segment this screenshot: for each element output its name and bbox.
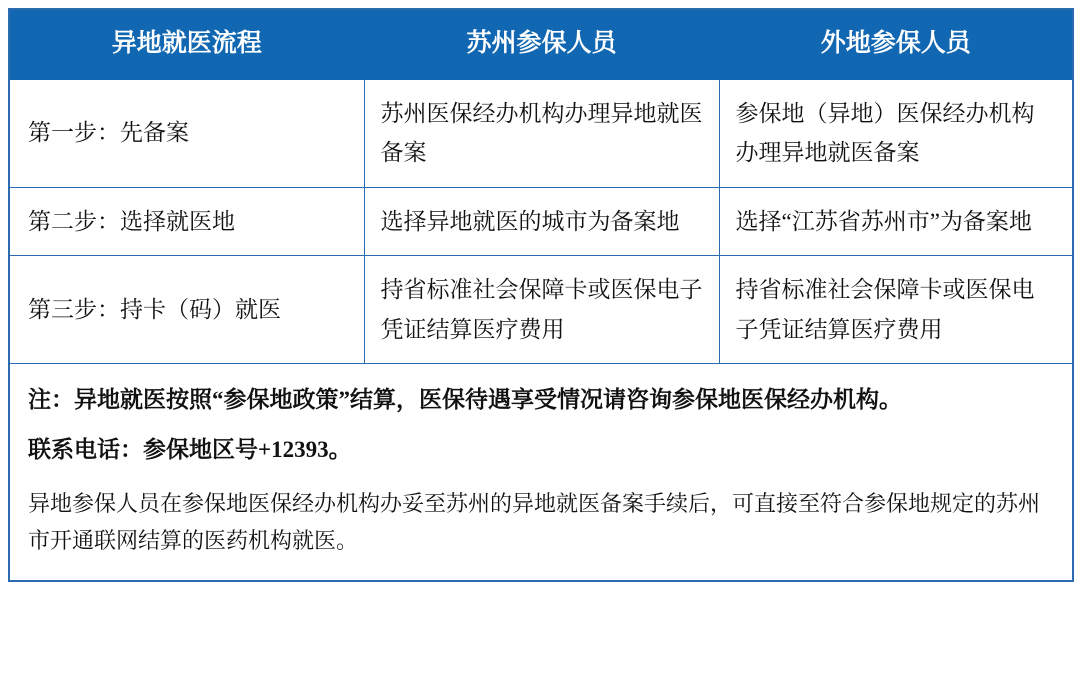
column-header-suzhou-insured: 苏州参保人员 — [364, 9, 719, 79]
note-line-detail: 异地参保人员在参保地医保经办机构办妥至苏州的异地就医备案手续后，可直接至符合参保地规定的苏州市开通联网结算的医药机构就医。 — [28, 490, 1041, 554]
suzhou-detail-3: 持省标准社会保障卡或医保电子凭证结算医疗费用 — [364, 256, 719, 364]
table-row — [9, 187, 1073, 256]
column-header-other-insured: 外地参保人员 — [719, 9, 1073, 79]
step-label-1: 第一步：先备案 — [9, 79, 364, 187]
suzhou-detail-1: 苏州医保经办机构办理异地就医备案 — [364, 79, 719, 187]
note-line-policy: 注：异地就医按照“参保地政策”结算，医保待遇享受情况请咨询参保地医保经办机构。 — [28, 387, 902, 413]
suzhou-detail-2: 选择异地就医的城市为备案地 — [364, 187, 719, 256]
table-row — [9, 79, 1073, 187]
step-label-2: 第二步：选择就医地 — [9, 187, 364, 256]
column-header-process: 异地就医流程 — [9, 9, 364, 79]
other-detail-3: 持省标准社会保障卡或医保电子凭证结算医疗费用 — [719, 256, 1073, 364]
table-note-cell — [9, 364, 1073, 581]
table-header — [9, 9, 1073, 79]
note-line-phone: 联系电话：参保地区号+12393。 — [28, 437, 352, 463]
table-row — [9, 256, 1073, 364]
other-detail-2: 选择“江苏省苏州市”为备案地 — [719, 187, 1073, 256]
other-detail-1: 参保地（异地）医保经办机构办理异地就医备案 — [719, 79, 1073, 187]
table-body — [9, 79, 1073, 581]
medical-insurance-process-table — [8, 8, 1074, 582]
table-note-row — [9, 364, 1073, 581]
step-label-3: 第三步：持卡（码）就医 — [9, 256, 364, 364]
table-header-row — [9, 9, 1073, 79]
